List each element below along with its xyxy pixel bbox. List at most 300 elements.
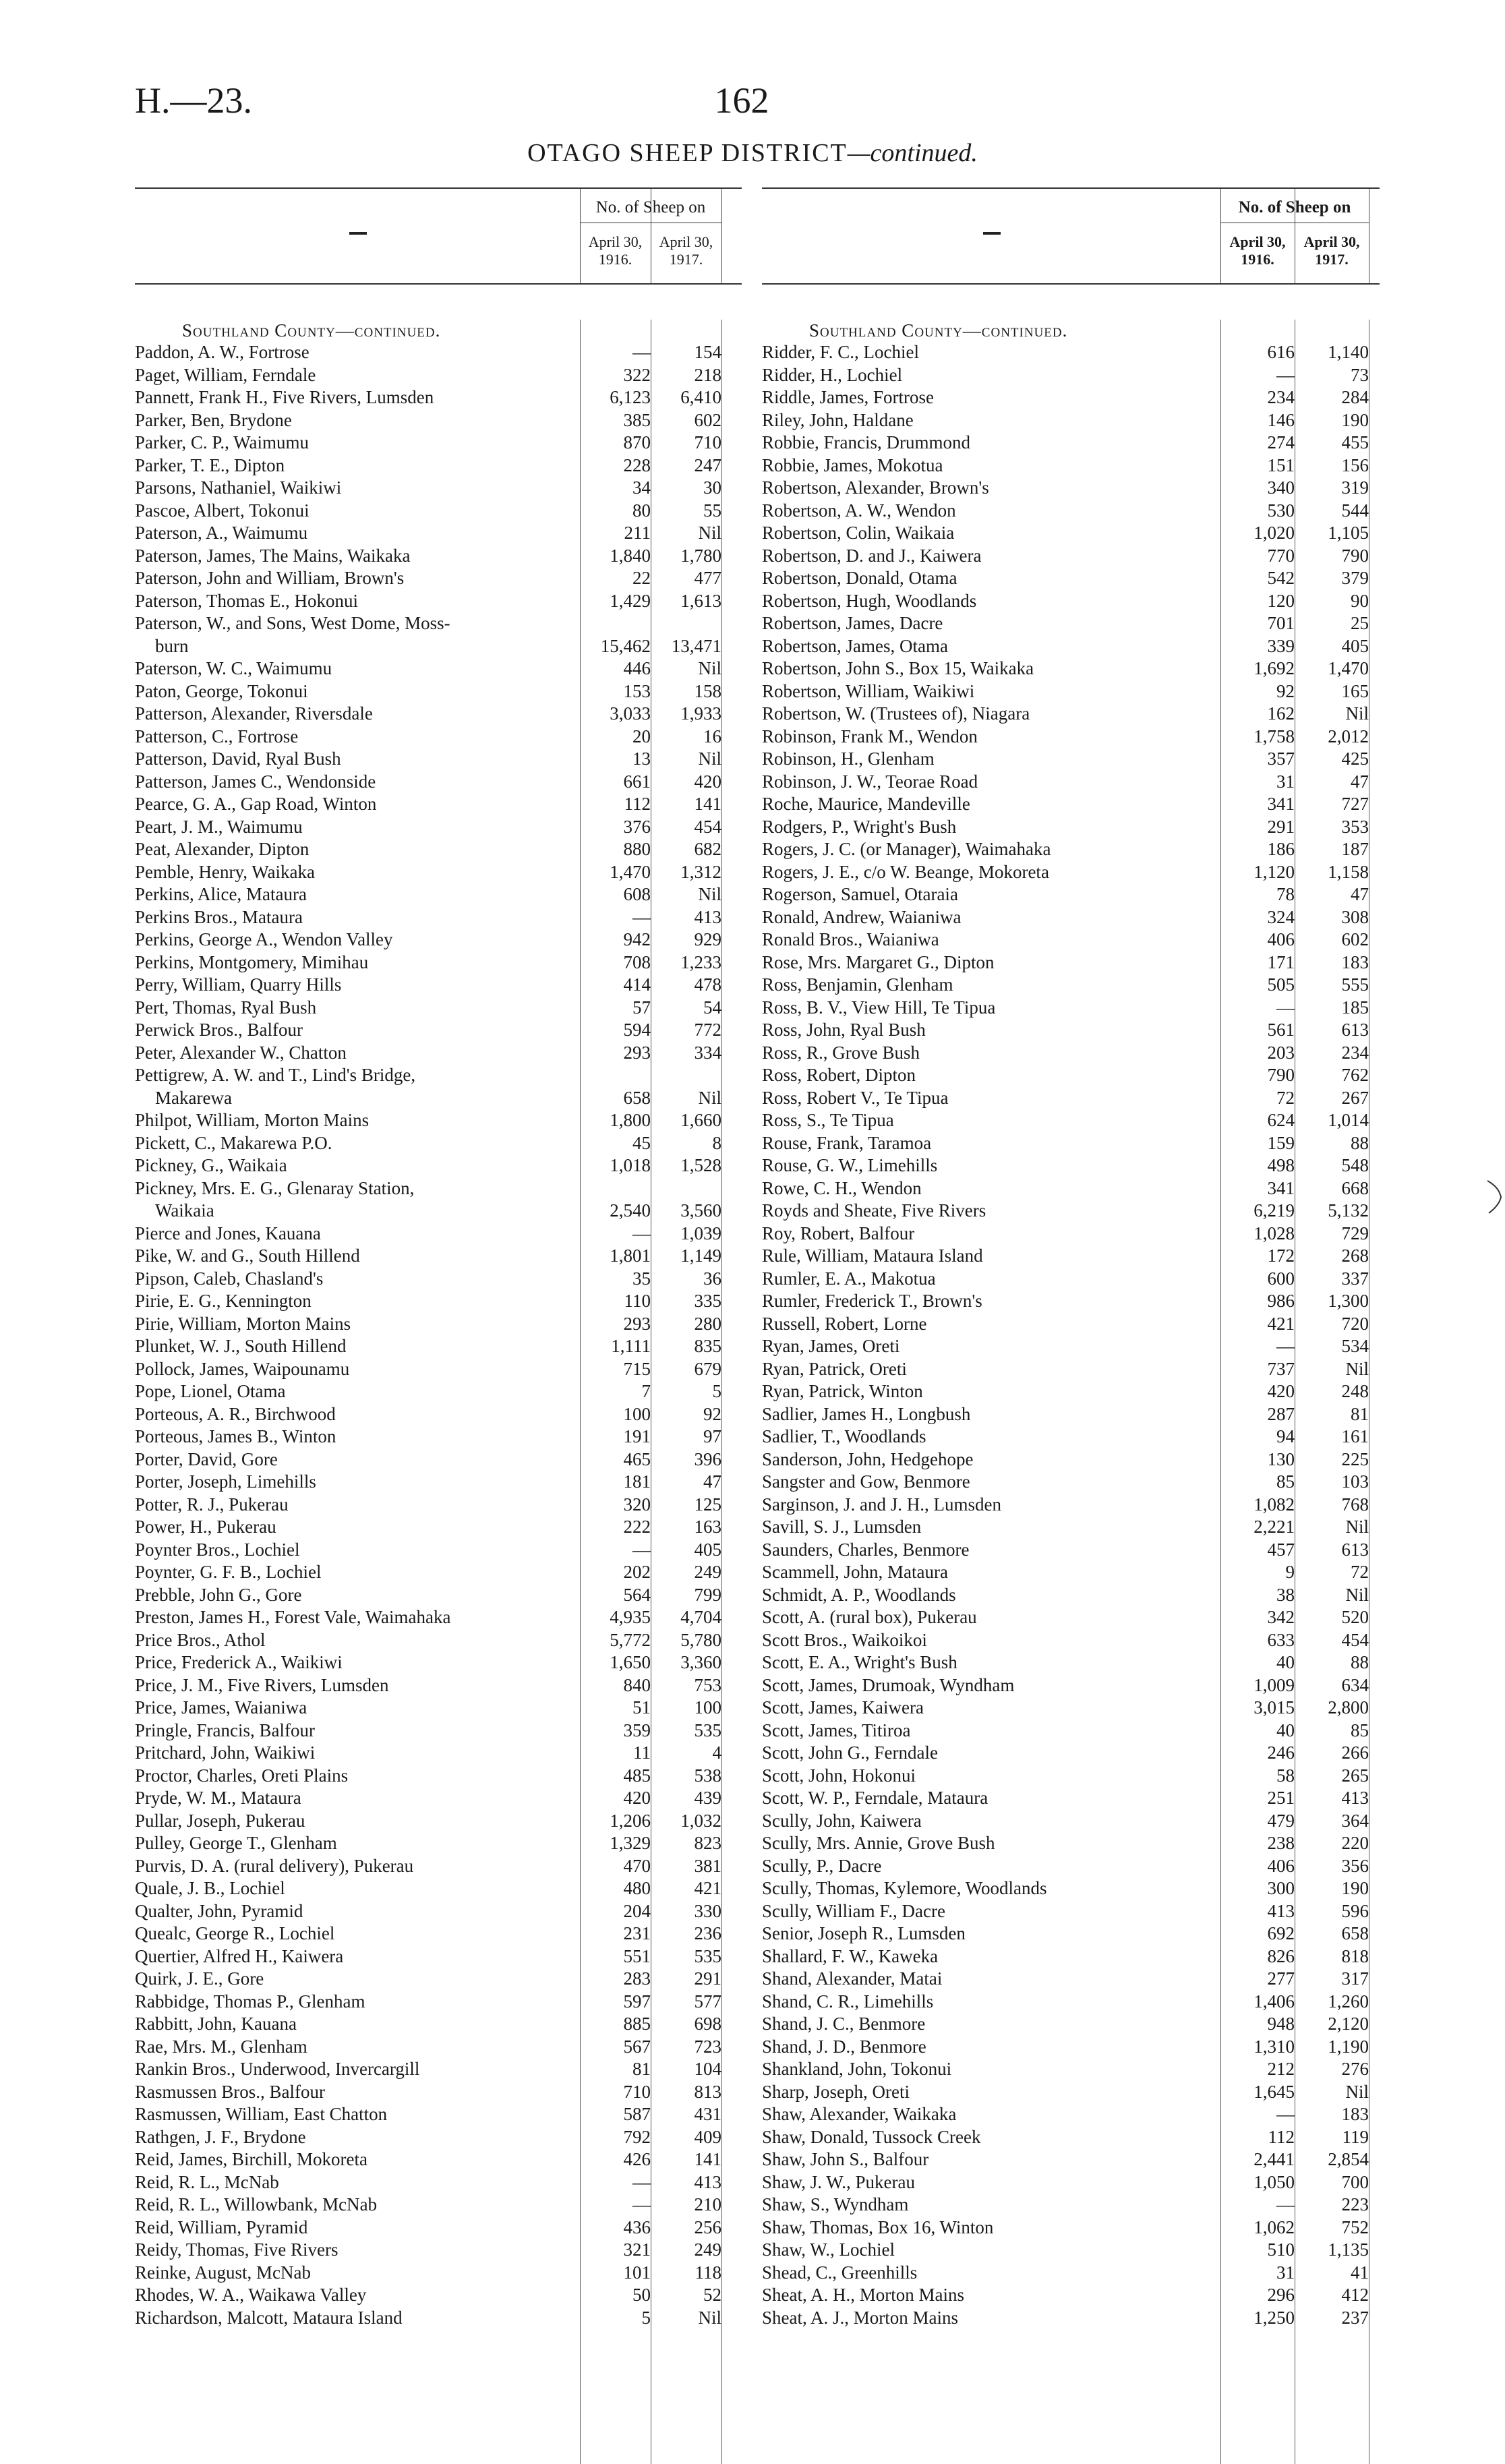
row-name [135,1900,580,1923]
row-name [135,1403,580,1426]
row-name [135,1064,580,1109]
row-name [135,1877,580,1900]
right-table-body [762,320,1380,2329]
row-value-1917: Nil [698,2307,721,2328]
row-name-line: Sanderson, John, Hedgehope [762,1448,974,1469]
row-value-1917: 47 [1351,884,1369,904]
row-name-line: Robinson, Frank M., Wendon [762,726,978,746]
row-name-line: Scott, James, Kaiwera [762,1697,924,1718]
row-name [762,2307,1220,2330]
row-value-1917: Nil [698,1087,721,1108]
section-title-main: OTAGO SHEEP DISTRICT [527,139,848,167]
row-name [135,590,580,613]
row-value-1917: 1,190 [1328,2036,1369,2057]
row-value-1917: 1,933 [680,703,721,724]
row-name [762,1335,1220,1358]
row-value-1917: 36 [703,1268,721,1289]
table-row [762,748,1380,771]
row-name-line: Shand, C. R., Limehills [762,1991,934,2012]
row-value-1917: 439 [694,1788,721,1808]
row-name-line: Perkins, Montgomery, Mimihau [135,951,369,972]
row-value-1917: 161 [1341,1426,1369,1446]
row-value-1916: 1,020 [1253,523,1295,543]
row-name-line: Shaw, W., Lochiel [762,2239,895,2260]
row-value-1916: 31 [1276,771,1295,792]
row-name [762,409,1220,432]
table-row [762,567,1380,590]
row-name [762,1042,1220,1065]
row-value-1917: 249 [694,1562,721,1582]
row-name [762,1358,1220,1381]
row-name [135,1674,580,1697]
row-value-1916: 246 [1267,1742,1295,1763]
row-name-line: Scott, A. (rural box), Pukerau [762,1607,977,1627]
row-name [762,974,1220,997]
row-value-1917: 535 [694,1945,721,1966]
row-name-line: Price, James, Waianiwa [135,1697,307,1718]
row-value-1916: 112 [624,794,651,814]
row-value-1917: Nil [698,884,721,904]
row-value-1917: 2,120 [1328,2014,1369,2034]
row-name-line: Rouse, G. W., Limehills [762,1155,938,1175]
row-name [762,1561,1220,1584]
row-value-1917: 634 [1341,1674,1369,1695]
row-name [762,951,1220,974]
row-name [762,2081,1220,2104]
row-name-line: Saunders, Charles, Benmore [762,1539,970,1560]
row-value-1916: 78 [1276,884,1295,904]
row-value-1916: 1,009 [1253,1674,1295,1695]
row-value-1916: 212 [1267,2059,1295,2079]
row-name [135,545,580,568]
right-header-col-1916: April 30, 1916. [1229,233,1286,268]
row-value-1917: 455 [1341,432,1369,452]
row-name [135,1606,580,1629]
row-name-line: Pickney, G., Waikaia [135,1155,287,1175]
row-value-1917: 72 [1351,1562,1369,1582]
row-name-line: Prebble, John G., Gore [135,1584,302,1605]
row-name [135,341,580,364]
row-value-1917: 1,039 [680,1223,721,1243]
row-value-1917: 405 [1341,635,1369,656]
row-value-1916: 561 [1267,1020,1295,1040]
row-name [762,1810,1220,1833]
row-value-1916: 587 [623,2104,651,2124]
row-value-1917: 1,105 [1328,523,1369,543]
row-name [135,1855,580,1878]
row-name [762,906,1220,929]
row-name-line: Patterson, James C., Wendonside [135,771,376,792]
row-value-1916: 470 [623,1855,651,1876]
row-name [762,2103,1220,2126]
row-name [762,1742,1220,1765]
row-name [762,567,1220,590]
row-name-line: Senior, Joseph R., Lumsden [762,1923,966,1943]
table-row [762,1629,1380,1652]
row-value-1916: 9 [1285,1562,1295,1582]
left-column [135,187,742,2329]
row-name [762,1629,1220,1652]
row-value-1916: — [632,1223,651,1243]
table-row [762,2239,1380,2262]
row-value-1916: 485 [623,1765,651,1786]
row-value-1917: 337 [1341,1268,1369,1289]
row-name-line: Rumler, Frederick T., Brown's [762,1291,982,1311]
margin-mark [1485,1177,1505,1217]
row-name [135,1290,580,1313]
row-value-1917: 596 [1341,1900,1369,1921]
right-header-col-1917: April 30, 1917. [1303,233,1360,268]
row-value-1916: 186 [1267,839,1295,859]
row-name [762,2058,1220,2081]
row-name-line: Parsons, Nathaniel, Waikiwi [135,477,342,498]
row-value-1917: 223 [1341,2194,1369,2214]
row-name-line: Peat, Alexander, Dipton [135,839,309,859]
row-value-1916: 942 [623,929,651,949]
row-name-line: Plunket, W. J., South Hillend [135,1336,347,1356]
row-value-1917: 420 [694,771,721,792]
row-value-1916: 296 [1267,2285,1295,2305]
row-value-1917: 210 [694,2194,721,2214]
row-value-1917: 73 [1351,364,1369,385]
row-name [135,2036,580,2059]
row-name-line: Pickney, Mrs. E. G., Glenaray Station, [135,1177,415,1198]
row-value-1916: 701 [1267,613,1295,633]
row-value-1917: 602 [1341,929,1369,949]
row-value-1916: 11 [633,1742,651,1763]
row-value-1917: 185 [1341,997,1369,1018]
row-value-1917: 90 [1351,590,1369,611]
table-row [762,1132,1380,1155]
row-name-line: Shand, J. C., Benmore [762,2014,926,2034]
row-name [762,590,1220,613]
table-row [762,1720,1380,1742]
row-value-1917: Nil [1345,703,1369,724]
row-value-1916: 1,758 [1253,726,1295,746]
row-value-1916: 414 [623,974,651,995]
row-value-1917: 4 [712,1742,721,1763]
row-value-1917: 381 [694,1855,721,1876]
row-value-1916: 426 [623,2149,651,2169]
row-value-1917: 163 [694,1517,721,1537]
row-value-1916: 181 [623,1471,651,1492]
table-row [762,1448,1380,1471]
row-name-line: Robertson, James, Dacre [762,613,943,633]
row-name [762,2126,1220,2149]
row-value-1917: 454 [1341,1629,1369,1650]
row-name [135,1335,580,1358]
row-name-line: Robertson, A. W., Wendon [762,500,956,521]
row-value-1916: 222 [623,1517,651,1537]
row-name-line: Paterson, John and William, Brown's [135,568,405,588]
row-name-line: Quale, J. B., Lochiel [135,1878,285,1898]
row-value-1917: 334 [694,1042,721,1063]
row-value-1917: 818 [1341,1945,1369,1966]
table-row [762,409,1380,432]
row-name-line: Poynter, G. F. B., Lochiel [135,1562,322,1582]
table-row [762,861,1380,884]
row-name [135,1223,580,1245]
row-value-1917: 317 [1341,1968,1369,1989]
table-row [762,838,1380,861]
row-value-1916: 283 [623,1968,651,1989]
row-name [762,341,1220,364]
row-value-1917: 55 [703,500,721,521]
row-name-line: Robertson, Alexander, Brown's [762,477,989,498]
row-value-1916: 20 [632,726,651,746]
table-row [762,1606,1380,1629]
table-row [762,793,1380,816]
row-name [135,906,580,929]
row-name [762,1720,1220,1742]
row-name-line: Scott Bros., Waikoikoi [762,1629,927,1650]
row-value-1917: 1,032 [680,1810,721,1831]
table-row [762,1561,1380,1584]
row-value-1916: 6,123 [610,387,651,407]
row-name [762,1132,1220,1155]
row-value-1917: 1,140 [1328,342,1369,362]
row-name-line: Robinson, H., Glenham [762,749,935,769]
row-name-line: Scully, William F., Dacre [762,1900,945,1921]
row-name [135,522,580,545]
row-value-1917: 13,471 [671,635,721,656]
table-row [762,1945,1380,1968]
row-name [135,1380,580,1403]
row-name-line: Robertson, D. and J., Kaiwera [762,545,982,566]
row-name-line: Rogers, J. E., c/o W. Beange, Mokoreta [762,861,1049,882]
row-name-line: Sharp, Joseph, Oreti [762,2081,910,2102]
table-row [762,1426,1380,1448]
row-value-1917: 555 [1341,974,1369,995]
row-value-1916: 57 [632,997,651,1018]
row-name [135,1471,580,1494]
row-name [762,680,1220,703]
row-name-line: Scully, Mrs. Annie, Grove Bush [762,1833,995,1853]
table-row [762,951,1380,974]
row-name [762,1945,1220,1968]
row-name-line: Richardson, Malcott, Mataura Island [135,2307,403,2328]
row-value-1916: 94 [1276,1426,1295,1446]
row-name-line: Pickett, C., Makarewa P.O. [135,1132,332,1153]
row-value-1916: 50 [632,2285,651,2305]
row-name [135,386,580,409]
row-name [762,726,1220,749]
row-value-1917: 1,613 [680,590,721,611]
row-name-line: Schmidt, A. P., Woodlands [762,1584,956,1605]
left-county-label: Southland County—continued. [182,320,441,341]
row-value-1916: 72 [1276,1087,1295,1108]
row-name-line: Paterson, W., and Sons, West Dome, Moss- [135,613,450,633]
row-name [762,1877,1220,1900]
row-value-1917: 379 [1341,568,1369,588]
row-value-1917: 520 [1341,1607,1369,1627]
row-value-1917: 220 [1341,1833,1369,1853]
row-name-line: Perwick Bros., Balfour [135,1020,303,1040]
row-value-1916: 1,645 [1253,2081,1295,2102]
row-name-line: Rule, William, Mataura Island [762,1245,983,1266]
row-name-line: Scammell, John, Mataura [762,1562,948,1582]
row-value-1916: 600 [1267,1268,1295,1289]
row-value-1916: 202 [623,1562,651,1582]
row-value-1917: 1,014 [1328,1110,1369,1130]
row-value-1916: 341 [1267,1177,1295,1198]
row-name [135,771,580,794]
row-name [762,522,1220,545]
row-value-1917: 602 [694,409,721,430]
table-row [762,906,1380,929]
row-name-line: Peart, J. M., Waimumu [135,816,303,837]
row-name [762,1900,1220,1923]
row-value-1917: 679 [694,1358,721,1379]
row-name-line: Shand, Alexander, Matai [762,1968,943,1989]
row-name-line: Reid, William, Pyramid [135,2217,308,2237]
left-table-body [135,320,742,2329]
row-value-1917: 413 [1341,1788,1369,1808]
row-name-line: Rae, Mrs. M., Glenham [135,2036,307,2057]
right-county-heading [762,320,1380,341]
row-value-1916: 1,050 [1253,2171,1295,2192]
row-value-1917: 2,800 [1328,1697,1369,1718]
row-value-1917: 268 [1341,1245,1369,1266]
row-name-line: Paterson, Thomas E., Hokonui [135,590,358,611]
table-row [762,2103,1380,2126]
row-value-1917: 412 [1341,2285,1369,2305]
row-value-1916: 792 [623,2126,651,2147]
row-name-line: Shaw, J. W., Pukerau [762,2171,915,2192]
row-name [762,635,1220,658]
row-value-1917: 1,470 [1328,658,1369,678]
row-value-1916: 1,800 [610,1110,651,1130]
row-name [135,454,580,477]
row-value-1916: 1,801 [610,1245,651,1266]
row-value-1916: 231 [623,1923,651,1943]
row-name-line: Rhodes, W. A., Waikawa Valley [135,2285,367,2305]
row-name [135,861,580,884]
row-value-1917: 753 [694,1674,721,1695]
row-name-line: Scott, James, Drumoak, Wyndham [762,1674,1015,1695]
row-name-line: Robertson, John S., Box 15, Waikaka [762,658,1034,678]
row-name-line: Pullar, Joseph, Pukerau [135,1810,305,1831]
row-value-1917: 613 [1341,1020,1369,1040]
table-row [762,1245,1380,1268]
right-table-header [762,187,1380,285]
row-value-1917: 682 [694,839,721,859]
row-name [135,2262,580,2285]
row-name-line: Pierce and Jones, Kauana [135,1223,321,1243]
row-value-1916: — [1276,1336,1295,1356]
row-value-1917: 156 [1341,454,1369,475]
row-value-1916: 2,540 [610,1200,651,1221]
document-code: H.—23. [135,80,252,121]
row-value-1917: 577 [694,1991,721,2012]
row-value-1916: — [1276,2104,1295,2124]
row-name [762,1494,1220,1517]
row-name [762,1177,1220,1200]
row-name-line: Perkins, George A., Wendon Valley [135,929,393,949]
row-name-line: Rathgen, J. F., Brydone [135,2126,306,2147]
row-value-1917: 413 [694,906,721,927]
row-name-line: Shaw, Alexander, Waikaka [762,2104,957,2124]
table-row [762,1019,1380,1042]
row-name [135,1923,580,1945]
table-row [762,929,1380,951]
row-name [135,1539,580,1562]
row-name [135,1245,580,1268]
table-row [762,1674,1380,1697]
row-name [135,1742,580,1765]
row-value-1916: 616 [1267,342,1295,362]
row-name-line: Shaw, John S., Balfour [762,2149,929,2169]
row-value-1916: 710 [623,2081,651,2102]
row-name-line: Scott, W. P., Ferndale, Mataura [762,1788,988,1808]
table-row [762,1042,1380,1065]
table-row [762,590,1380,613]
row-name-line: Ryan, James, Oreti [762,1336,900,1356]
table-row [762,2081,1380,2104]
row-name-line: Reidy, Thomas, Five Rivers [135,2239,338,2260]
row-name [135,2171,580,2194]
row-name-continuation: Makarewa [155,1087,232,1108]
row-value-1917: 267 [1341,1087,1369,1108]
row-value-1916: 465 [623,1448,651,1469]
row-name [762,1245,1220,1268]
row-name-line: Shaw, Donald, Tussock Creek [762,2126,981,2147]
row-value-1917: Nil [1345,1584,1369,1605]
table-row [762,364,1380,387]
row-name-line: Porter, David, Gore [135,1448,278,1469]
row-value-1916: — [1276,364,1295,385]
table-row [762,1765,1380,1788]
row-name [762,2284,1220,2307]
row-value-1916: 1,470 [610,861,651,882]
row-value-1917: 237 [1341,2307,1369,2328]
row-name [135,726,580,749]
row-value-1916: 1,018 [610,1155,651,1175]
row-name [762,2194,1220,2217]
table-row [762,997,1380,1020]
row-name [762,1200,1220,1223]
row-value-1916: 322 [623,364,651,385]
row-name-line: Pope, Lionel, Otama [135,1381,286,1401]
table-row [762,1900,1380,1923]
row-value-1917: 478 [694,974,721,995]
row-name-continuation: Waikaia [155,1200,214,1221]
table-row [762,1268,1380,1291]
table-row [762,1109,1380,1132]
table-row [762,1810,1380,1833]
row-value-1916: 436 [623,2217,651,2237]
row-value-1917: 141 [694,794,721,814]
row-name-line: Price, J. M., Five Rivers, Lumsden [135,1674,389,1695]
table-row [762,1855,1380,1878]
row-value-1917: 319 [1341,477,1369,498]
row-name [762,2239,1220,2262]
row-name [762,1064,1220,1087]
row-name [762,364,1220,387]
row-value-1917: 97 [703,1426,721,1446]
row-value-1917: 190 [1341,409,1369,430]
row-name [762,1832,1220,1855]
row-value-1917: 54 [703,997,721,1018]
row-value-1916: 162 [1267,703,1295,724]
table-row [762,1471,1380,1494]
table-row [762,386,1380,409]
row-value-1917: 353 [1341,816,1369,837]
row-name [135,793,580,816]
row-name [135,1516,580,1539]
row-value-1916: 551 [623,1945,651,1966]
row-name-line: Shand, J. D., Benmore [762,2036,926,2057]
